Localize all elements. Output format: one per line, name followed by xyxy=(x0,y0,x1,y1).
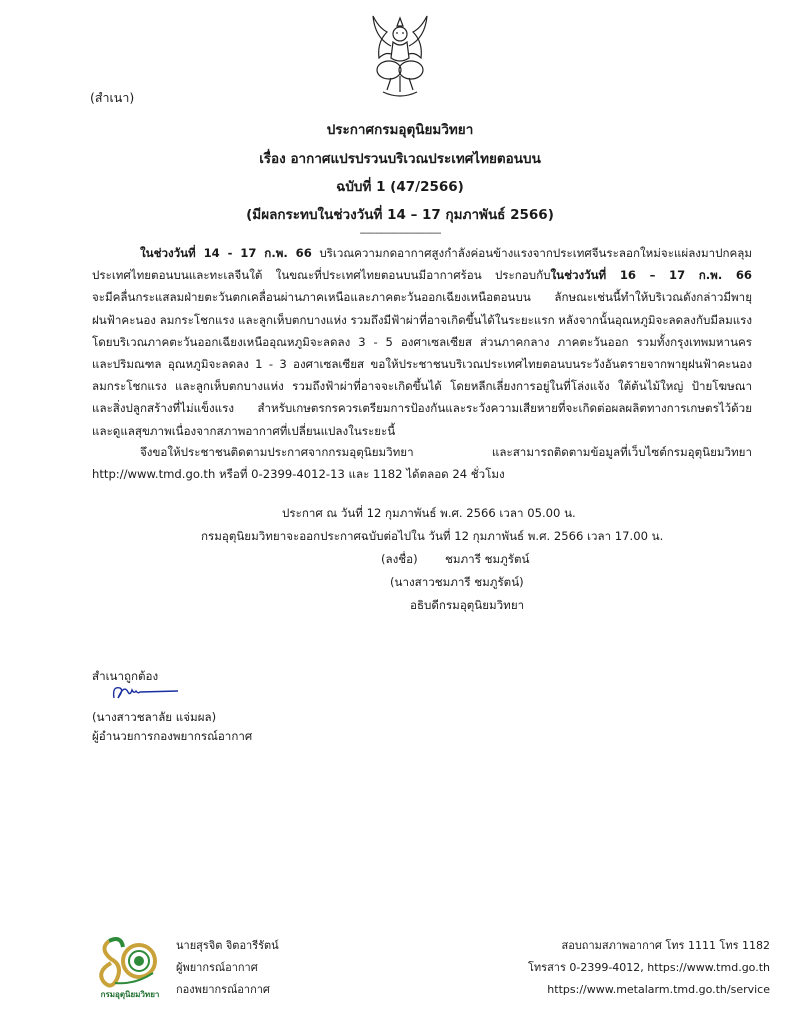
paragraph-line: โดยบริเวณภาคตะวันออกเฉียงเหนืออุณหภูมิจะลดลง 3 - 5 องศาเซลเซียส ส่วนภาคกลาง ภาคตะวันออก รวมทั้งกรุงเทพมหานคร xyxy=(92,334,752,349)
contact-service-link[interactable]: https://www.metalarm.tmd.go.th/service xyxy=(547,983,770,996)
tmd-80th-anniversary-logo-icon xyxy=(95,935,165,1007)
forecaster-department: กองพยากรณ์อากาศ xyxy=(176,983,270,996)
effective-period: (มีผลกระทบในช่วงวันที่ 14 – 17 กุมภาพันธ์ 2566) xyxy=(246,207,554,223)
contact-block xyxy=(528,935,770,1001)
contact-phone: สอบถามสภาพอากาศ โทร 1111 โทร 1182 xyxy=(561,939,770,952)
garuda-emblem-icon xyxy=(365,12,435,100)
paragraph-line: จะมีคลื่นกระแสลมฝ่ายตะวันตกเคลื่อนผ่านภาคเหนือและภาคตะวันออกเฉียงเหนือตอนบน ลักษณะเช่นนี้ทำให้บริเวณดังกล่าวมีพายุ xyxy=(92,290,752,305)
contact-fax-website[interactable]: โทรสาร 0-2399-4012, https://www.tmd.go.th xyxy=(528,961,770,974)
signed-line xyxy=(381,551,529,569)
certifier-name: (นางสาวชลาลัย แจ่มผล) xyxy=(92,710,217,724)
issued-at: ประกาศ ณ วันที่ 12 กุมภาพันธ์ พ.ศ. 2566 เวลา 05.00 น. xyxy=(282,506,576,520)
svg-text:กรมอุตุนิยมวิทยา: กรมอุตุนิยมวิทยา xyxy=(100,990,160,999)
paragraph-line: ประเทศไทยตอนบนและทะเลจีนใต้ ในขณะที่ประเทศไทยตอนบนมีอากาศร้อน ประกอบกับในช่วงวันที่ 16 – 17 ก.พ. 66 xyxy=(92,268,752,283)
signed-label: (ลงชื่อ) xyxy=(381,552,418,566)
signed-name: ชมภารี ชมภูรัตน์ xyxy=(445,552,530,566)
divider: ------------------------------- xyxy=(359,228,441,239)
forecaster-block xyxy=(176,935,279,1001)
handwritten-signature-icon xyxy=(110,682,180,702)
next-issue: กรมอุตุนิยมวิทยาจะออกประกาศฉบับต่อไปใน วันที่ 12 กุมภาพันธ์ พ.ศ. 2566 เวลา 17.00 น. xyxy=(201,529,664,543)
forecaster-title: ผู้พยากรณ์อากาศ xyxy=(176,961,258,974)
paragraph-followup xyxy=(92,441,752,485)
issue-number: ฉบับที่ 1 (47/2566) xyxy=(336,179,464,195)
certifier-position: ผู้อำนวยการกองพยากรณ์อากาศ xyxy=(92,729,253,743)
paragraph-main xyxy=(92,242,752,442)
subject-title: เรื่อง อากาศแปรปรวนบริเวณประเทศไทยตอนบน xyxy=(259,151,541,167)
paragraph-line: ฝนฟ้าคะนอง ลมกระโชกแรง และลูกเห็บตกบางแห่ง รวมถึงมีฟ้าผ่าที่อาจเกิดขึ้นได้ในระยะแรก หลังจากนั้นอุณหภูมิจะลดลงกับมีลมแรง xyxy=(92,312,753,327)
paragraph-line: และสิ่งปลูกสร้างที่ไม่แข็งแรง สำหรับเกษตรกรควรเตรียมการป้องกันและระวังความเสียหายที่จะเกิดต่อผลผลิตทางการเกษตรไว้ด้วย xyxy=(92,401,752,416)
copy-label: (สำเนา) xyxy=(90,90,135,105)
paragraph-line: จึงขอให้ประชาชนติดตามประกาศจากกรมอุตุนิยมวิทยา และสามารถติดตามข้อมูลที่เว็บไซต์กรมอุตุนิยมวิทยา xyxy=(140,445,752,459)
forecaster-name: นายสุรจิต จิตอารีรัตน์ xyxy=(176,939,279,952)
paragraph-line: ในช่วงวันที่ 14 - 17 ก.พ. 66 บริเวณความกดอากาศสูงกำลังค่อนข้างแรงจากประเทศจีนระลอกใหม่จะแผ่ลงมาปกคลุม xyxy=(140,246,752,260)
paragraph-line: และดูแลสุขภาพเนื่องจากสภาพอากาศที่เปลี่ยนแปลงในระยะนี้ xyxy=(92,423,396,438)
issuer-title: ประกาศกรมอุตุนิยมวิทยา xyxy=(326,122,474,138)
paragraph-line: http://www.tmd.go.th หรือที่ 0-2399-4012-13 และ 1182 ได้ตลอด 24 ชั่วโมง xyxy=(92,467,505,482)
signer-position: อธิบดีกรมอุตุนิยมวิทยา xyxy=(410,598,525,612)
paragraph-line: และปริมณฑล อุณหภูมิจะลดลง 1 - 3 องศาเซลเซียส ขอให้ประชาชนบริเวณประเทศไทยตอนบนระวังอันตรายจากพายุฝนฟ้าคะนอง xyxy=(92,357,752,372)
certified-copy-label: สำเนาถูกต้อง xyxy=(92,669,159,683)
signer-full-name: (นางสาวชมภารี ชมภูรัตน์) xyxy=(390,575,524,589)
certification-block xyxy=(92,667,252,746)
paragraph-line: ลมกระโชกแรง และลูกเห็บตกบางแห่ง รวมถึงฟ้าผ่าที่อาจจะเกิดขึ้นได้ โดยหลีกเลี่ยงการอยู่ในที่โล่งแจ้ง ใต้ต้นไม้ใหญ่ ป้ายโฆษณา xyxy=(92,379,752,394)
